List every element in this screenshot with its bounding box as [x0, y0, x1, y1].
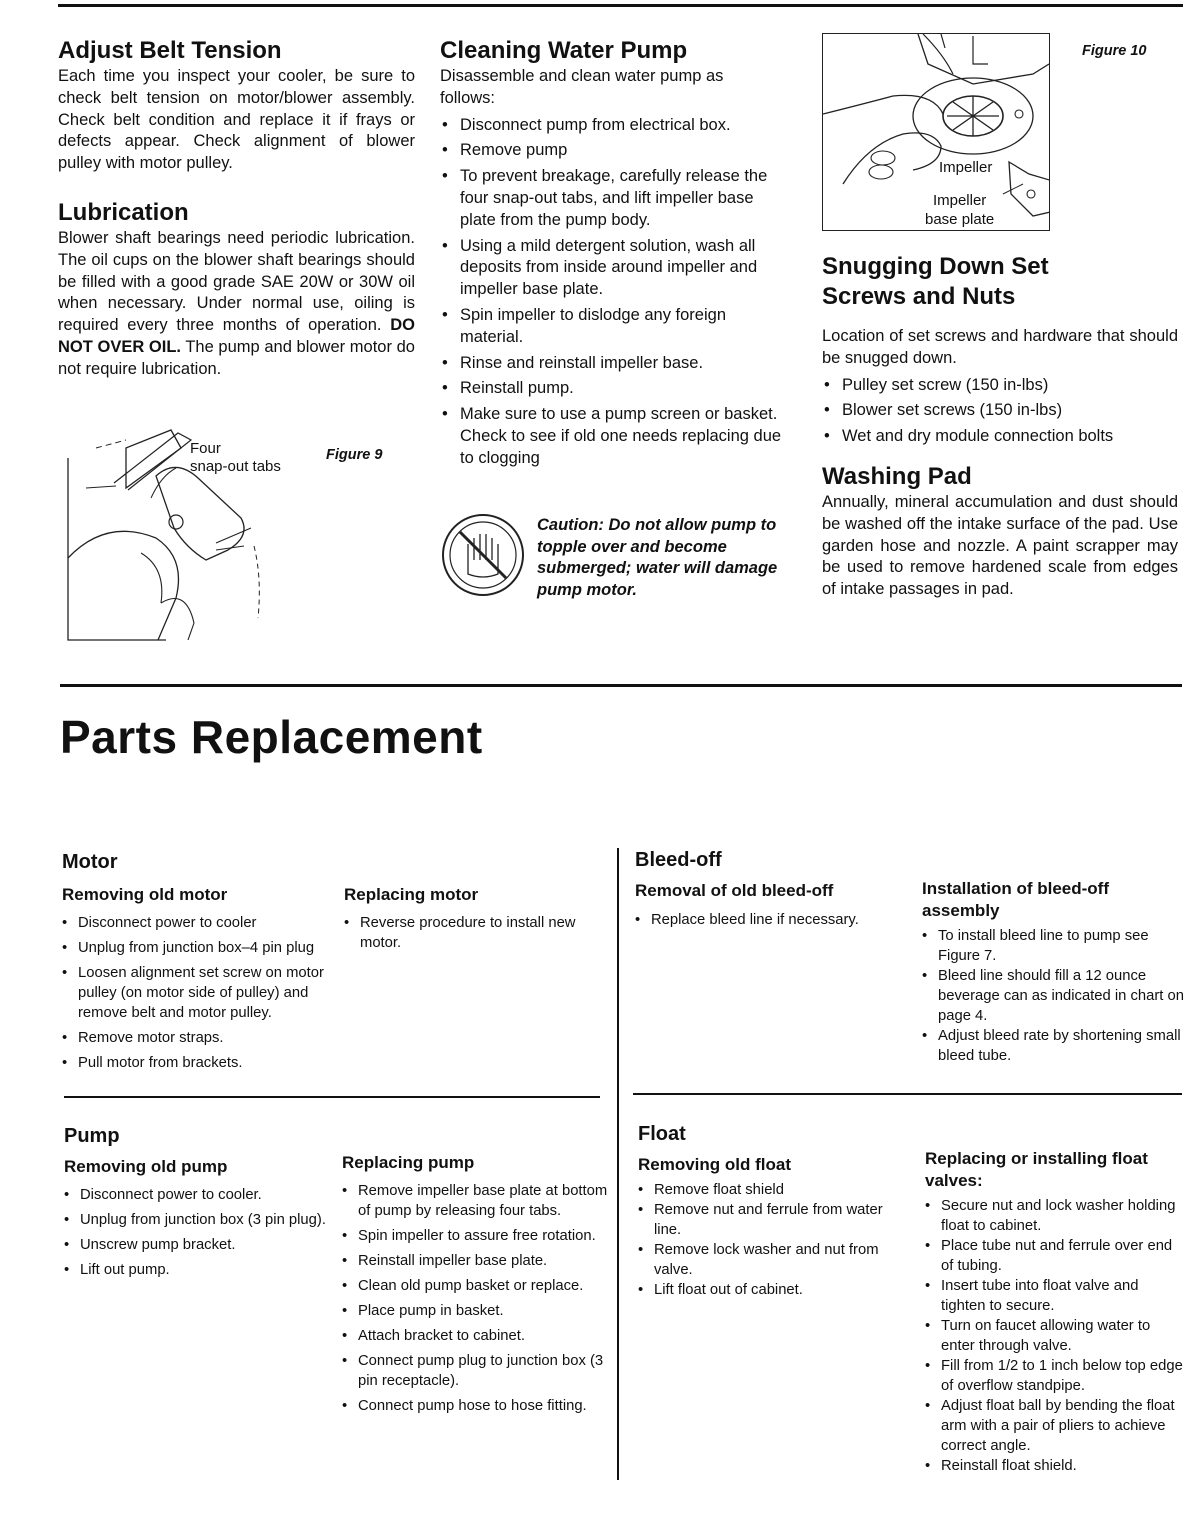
list-item: • Remove impeller base plate at bottom of pump by releasing four tabs.: [342, 1181, 610, 1221]
motor-replacing: [344, 884, 594, 958]
motor-removing-title: Removing old motor: [62, 885, 228, 904]
list-item: • Using a mild detergent solution, wash all deposits from inside around impeller and impeller base plate.: [440, 236, 790, 301]
bleed-install: [922, 878, 1184, 1066]
belt-title: Adjust Belt Tension: [58, 37, 282, 64]
list-item: • Secure nut and lock washer holding float to cabinet.: [925, 1196, 1185, 1236]
list-item: • Unplug from junction box–4 pin plug: [62, 938, 334, 958]
list-item: • Reinstall float shield.: [925, 1456, 1185, 1476]
parts-rule: [60, 684, 1182, 687]
pump-section: [64, 1124, 600, 1148]
washing-section: [822, 462, 1178, 601]
list-item: • To install bleed line to pump see Figure 7.: [922, 926, 1184, 966]
figure-10: [822, 33, 1050, 231]
list-item: • Remove lock washer and nut from valve.: [638, 1240, 910, 1280]
belt-body: Each time you inspect your cooler, be sure to check belt tension on motor/blower assembly. Check belt condition and replace it if frays or defects appear. Check alignment of blower pulley with motor pulley.: [58, 67, 415, 173]
float-section: [638, 1122, 1178, 1146]
list-item: • Lift out pump.: [64, 1260, 336, 1280]
lubrication-body: [58, 228, 415, 381]
pump-removing: [64, 1156, 336, 1285]
bleed-title: Bleed-off: [635, 849, 722, 871]
snugging-title-line2: Screws and Nuts: [822, 283, 1016, 310]
caution-icon: [440, 512, 526, 598]
motor-replacing-title: Replacing motor: [344, 885, 479, 904]
list-item: • Reverse procedure to install new motor.: [344, 913, 594, 953]
pump-clean-title: Cleaning Water Pump: [440, 37, 688, 64]
float-replacing-items: [925, 1196, 1185, 1476]
float-removing-items: [638, 1180, 910, 1300]
list-item: • Reinstall pump.: [440, 378, 790, 400]
list-item: • Adjust float ball by bending the float arm with a pair of pliers to achieve correct angle.: [925, 1396, 1185, 1456]
motor-replacing-items: [344, 913, 594, 953]
snugging-title-line1: Snugging Down Set: [822, 253, 1049, 280]
list-item: • Loosen alignment set screw on motor pulley (on motor side of pulley) and remove belt and motor pulley.: [62, 963, 334, 1023]
motor-title: Motor: [62, 851, 118, 873]
pump-clean-section: [440, 36, 790, 474]
list-item: • Attach bracket to cabinet.: [342, 1326, 610, 1346]
lubrication-section: [58, 198, 415, 381]
list-item: • Disconnect power to cooler.: [64, 1185, 336, 1205]
bleed-install-items: [922, 926, 1184, 1066]
motor-section: [62, 850, 602, 874]
pump-replacing: [342, 1152, 610, 1421]
list-item: • Adjust bleed rate by shortening small bleed tube.: [922, 1026, 1184, 1066]
figure-10-label: Figure 10: [1082, 43, 1147, 59]
float-removing-title: Removing old float: [638, 1155, 791, 1174]
snugging-section: [822, 252, 1178, 452]
caution-text: Caution: Do not allow pump to topple over and become submerged; water will damage pump motor.: [537, 516, 778, 599]
figure-9-callout: [190, 440, 281, 476]
list-item: • Place pump in basket.: [342, 1301, 610, 1321]
list-item: • Spin impeller to assure free rotation.: [342, 1226, 610, 1246]
lubrication-text: Blower shaft bearings need periodic lubrication. The oil cups on the blower shaft bearings should be filled with a good grade SAE 20W or 30W oil when necessary. Under normal use, oiling is required every three months of operation.: [58, 229, 415, 335]
float-replacing-title: Replacing or installing float valves:: [925, 1149, 1148, 1190]
lubrication-title: Lubrication: [58, 199, 189, 226]
bleed-removal: [635, 880, 905, 935]
figure-9-label: Figure 9: [326, 447, 383, 463]
float-title: Float: [638, 1123, 686, 1145]
parts-title: Parts Replacement: [60, 711, 483, 763]
bleed-section: [635, 848, 1175, 872]
list-item: • Wet and dry module connection bolts: [822, 426, 1178, 448]
list-item: • Turn on faucet allowing water to enter through valve.: [925, 1316, 1185, 1356]
list-item: • Disconnect pump from electrical box.: [440, 115, 790, 137]
list-item: • To prevent breakage, carefully release the four snap-out tabs, and lift impeller base plate from the pump body.: [440, 166, 790, 231]
bleed-install-title: Installation of bleed-off assembly: [922, 879, 1109, 920]
figure-10-impeller-label: Impeller: [939, 159, 993, 176]
motor-removing: [62, 884, 334, 1078]
list-item: • Connect pump plug to junction box (3 pin receptacle).: [342, 1351, 610, 1391]
snugging-intro: Location of set screws and hardware that should be snugged down.: [822, 327, 1178, 367]
figure-10-plate-label: [925, 191, 994, 229]
motor-pump-divider: [64, 1096, 600, 1098]
list-item: • Spin impeller to dislodge any foreign material.: [440, 305, 790, 349]
list-item: • Connect pump hose to hose fitting.: [342, 1396, 610, 1416]
top-rule: [58, 4, 1183, 7]
pump-clean-steps: [440, 115, 790, 470]
list-item: • Lift float out of cabinet.: [638, 1280, 910, 1300]
figure-9-callout-line1: Four: [190, 440, 221, 457]
float-replacing: [925, 1148, 1185, 1476]
figure-9-callout-line2: snap-out tabs: [190, 458, 281, 475]
list-item: • Replace bleed line if necessary.: [635, 910, 905, 930]
list-item: • Pulley set screw (150 in-lbs): [822, 375, 1178, 397]
pump-replacing-items: [342, 1181, 610, 1416]
list-item: • Place tube nut and ferrule over end of tubing.: [925, 1236, 1185, 1276]
list-item: • Unplug from junction box (3 pin plug).: [64, 1210, 336, 1230]
list-item: • Fill from 1/2 to 1 inch below top edge of overflow standpipe.: [925, 1356, 1185, 1396]
bleed-removal-items: [635, 910, 905, 930]
belt-section: [58, 36, 415, 175]
list-item: • Clean old pump basket or replace.: [342, 1276, 610, 1296]
list-item: • Unscrew pump bracket.: [64, 1235, 336, 1255]
list-item: • Disconnect power to cooler: [62, 913, 334, 933]
pump-removing-title: Removing old pump: [64, 1157, 228, 1176]
list-item: • Make sure to use a pump screen or basket. Check to see if old one needs replacing due to clogging: [440, 404, 790, 469]
list-item: • Rinse and reinstall impeller base.: [440, 353, 790, 375]
bleed-removal-title: Removal of old bleed-off: [635, 881, 834, 900]
snugging-title: [822, 252, 1178, 312]
lubrication-text-2: The pump and blower motor do not require lubrication.: [58, 337, 415, 378]
pump-title: Pump: [64, 1125, 120, 1147]
list-item: • Remove float shield: [638, 1180, 910, 1200]
pump-replacing-title: Replacing pump: [342, 1153, 475, 1172]
motor-removing-items: [62, 913, 334, 1073]
washing-title: Washing Pad: [822, 463, 972, 490]
bleed-float-divider: [633, 1093, 1182, 1095]
figure-10-plate-line1: Impeller: [932, 192, 987, 209]
list-item: • Bleed line should fill a 12 ounce beverage can as indicated in chart on page 4.: [922, 966, 1184, 1026]
list-item: • Blower set screws (150 in-lbs): [822, 400, 1178, 422]
washing-body: Annually, mineral accumulation and dust should be washed off the intake surface of the pad. Use garden hose and nozzle. A paint scrapper may be used to remove hardened scale from edges of intake passages in pad.: [822, 493, 1178, 599]
list-item: • Pull motor from brackets.: [62, 1053, 334, 1073]
list-item: • Remove motor straps.: [62, 1028, 334, 1048]
figure-10-plate-line2: base plate: [925, 211, 995, 228]
lubrication-warning: DO NOT OVER OIL.: [58, 316, 415, 356]
snugging-items: [822, 375, 1178, 448]
list-item: • Remove nut and ferrule from water line.: [638, 1200, 910, 1240]
pump-removing-items: [64, 1185, 336, 1280]
pump-clean-intro: Disassemble and clean water pump as follows:: [440, 67, 724, 107]
list-item: • Insert tube into float valve and tighten to secure.: [925, 1276, 1185, 1316]
list-item: • Reinstall impeller base plate.: [342, 1251, 610, 1271]
float-removing: [638, 1154, 910, 1300]
column-divider: [617, 848, 619, 1480]
list-item: • Remove pump: [440, 140, 790, 162]
